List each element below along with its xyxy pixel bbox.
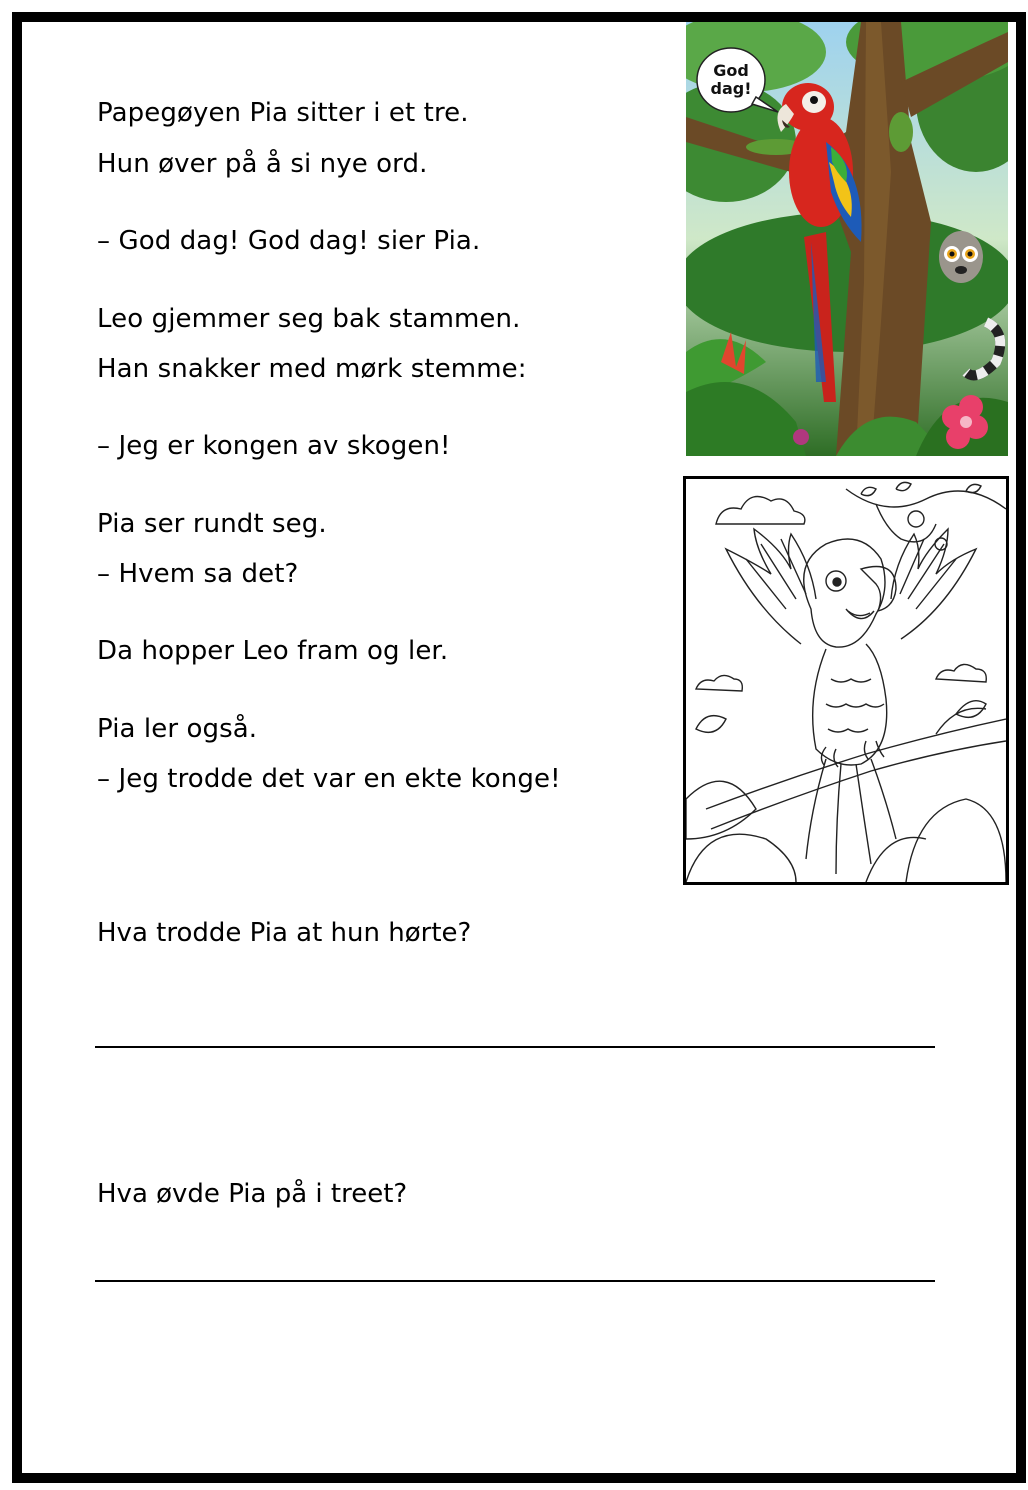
story-line: Pia ler også. bbox=[97, 714, 258, 744]
answer-line-2[interactable] bbox=[95, 1280, 935, 1282]
story-line: Papegøyen Pia sitter i et tre. bbox=[97, 98, 469, 128]
story-line: Pia ser rundt seg. bbox=[97, 509, 327, 539]
question-2: Hva øvde Pia på i treet? bbox=[97, 1179, 408, 1209]
svg-text:dag!: dag! bbox=[710, 79, 752, 98]
story-line: Da hopper Leo fram og ler. bbox=[97, 636, 449, 666]
parrot-coloring-page bbox=[683, 476, 1009, 885]
story-line: – God dag! God dag! sier Pia. bbox=[97, 226, 481, 256]
story-line: – Jeg trodde det var en ekte konge! bbox=[97, 764, 561, 794]
story-line: Leo gjemmer seg bak stammen. bbox=[97, 304, 521, 334]
story-line: – Hvem sa det? bbox=[97, 559, 299, 589]
svg-text:God: God bbox=[713, 61, 749, 80]
answer-line-1[interactable] bbox=[95, 1046, 935, 1048]
parrot-jungle-illustration bbox=[686, 22, 1008, 456]
story-line: – Jeg er kongen av skogen! bbox=[97, 431, 451, 461]
story-line: Han snakker med mørk stemme: bbox=[97, 354, 527, 384]
question-1: Hva trodde Pia at hun hørte? bbox=[97, 918, 472, 948]
story-line: Hun øver på å si nye ord. bbox=[97, 149, 428, 179]
